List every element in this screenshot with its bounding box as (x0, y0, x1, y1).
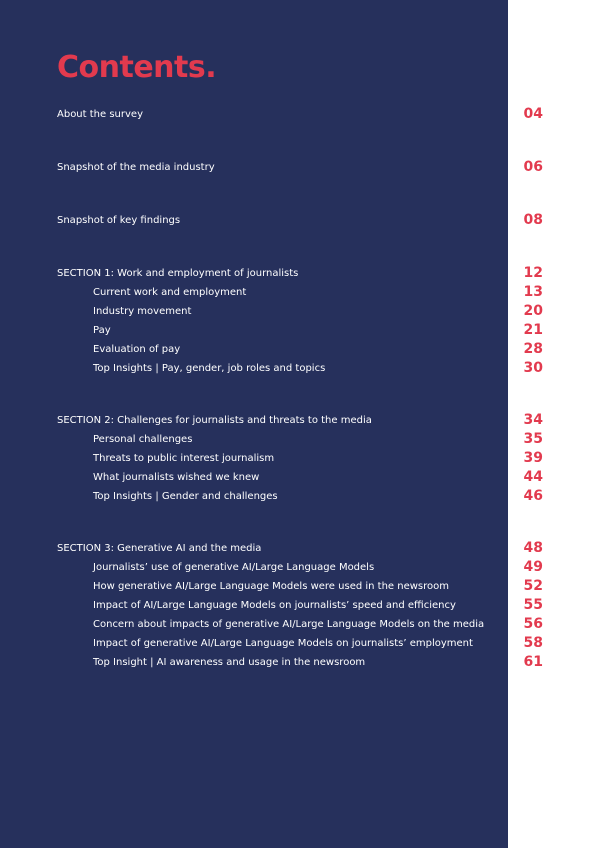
toc-page-number: 61 (523, 654, 543, 670)
toc-subentry-label: What journalists wished we knew (93, 472, 260, 483)
toc-page-number: 48 (523, 540, 543, 556)
toc-page-number: 35 (523, 431, 543, 447)
toc-section-3[interactable] (57, 540, 543, 558)
toc-page-number: 56 (523, 616, 543, 632)
toc-page-number: 20 (523, 303, 543, 319)
toc-subentry-label: Impact of generative AI/Large Language Models on journalists’ employment (93, 638, 473, 649)
toc-entry-label: About the survey (57, 109, 143, 120)
toc-subentry-label: Journalists’ use of generative AI/Large Language Models (93, 562, 375, 573)
toc-subentry[interactable] (57, 341, 543, 359)
toc-page-number: 55 (523, 597, 543, 613)
toc-page-number: 52 (523, 578, 543, 594)
toc-subentry[interactable] (57, 450, 543, 468)
toc-entry-about-survey[interactable] (57, 106, 543, 124)
toc-subentry-label: Concern about impacts of generative AI/Large Language Models on the media (93, 619, 485, 630)
toc-section-2[interactable] (57, 412, 543, 430)
toc-page-number: 49 (523, 559, 543, 575)
toc-subentry[interactable] (57, 488, 543, 506)
page-title: Contents. (57, 50, 217, 85)
toc-subentry-label: Pay (93, 325, 111, 336)
toc-page-number: 12 (523, 265, 543, 281)
toc-subentry-label: Threats to public interest journalism (93, 453, 275, 464)
toc-section-label: SECTION 3: Generative AI and the media (57, 543, 262, 554)
toc-subentry-label: Current work and employment (93, 287, 247, 298)
toc-subentry-label: Top Insights | Pay, gender, job roles and topics (93, 363, 326, 374)
toc-page-number: 04 (523, 106, 543, 122)
toc-subentry-label: Personal challenges (93, 434, 193, 445)
toc-page-number: 46 (523, 488, 543, 504)
toc-subentry[interactable] (57, 431, 543, 449)
toc-subentry[interactable] (57, 469, 543, 487)
toc-entry-label: Snapshot of key findings (57, 215, 181, 226)
toc-entry-media-snapshot[interactable] (57, 159, 543, 177)
toc-subentry-label: Industry movement (93, 306, 192, 317)
toc-subentry[interactable] (57, 616, 543, 634)
toc-page-number: 30 (523, 360, 543, 376)
toc-subentry-label: Impact of AI/Large Language Models on journalists’ speed and efficiency (93, 600, 456, 611)
toc-page-number: 58 (523, 635, 543, 651)
toc-subentry[interactable] (57, 303, 543, 321)
toc-section-label: SECTION 2: Challenges for journalists and threats to the media (57, 415, 372, 426)
toc-subentry-label: Evaluation of pay (93, 344, 181, 355)
toc-page-number: 08 (523, 212, 543, 228)
toc-subentry[interactable] (57, 654, 543, 672)
toc-page-number: 06 (523, 159, 543, 175)
toc-subentry[interactable] (57, 559, 543, 577)
toc-subentry[interactable] (57, 360, 543, 378)
toc-subentry[interactable] (57, 578, 543, 596)
toc-page-number: 21 (523, 322, 543, 338)
toc-subentry[interactable] (57, 635, 543, 653)
toc-subentry[interactable] (57, 322, 543, 340)
toc-page-number: 39 (523, 450, 543, 466)
toc-subentry-label: Top Insights | Gender and challenges (93, 491, 278, 502)
toc-page-number: 44 (523, 469, 543, 485)
toc-subentry-label: How generative AI/Large Language Models were used in the newsroom (93, 581, 450, 592)
toc-entry-key-findings[interactable] (57, 212, 543, 230)
toc-section-1[interactable] (57, 265, 543, 283)
toc-subentry[interactable] (57, 284, 543, 302)
toc-entry-label: Snapshot of the media industry (57, 162, 215, 173)
toc-subentry-label: Top Insight | AI awareness and usage in the newsroom (93, 657, 366, 668)
toc-page-number: 13 (523, 284, 543, 300)
toc-subentry[interactable] (57, 597, 543, 615)
toc-page-number: 28 (523, 341, 543, 357)
toc-section-label: SECTION 1: Work and employment of journalists (57, 268, 299, 279)
toc-page-number: 34 (523, 412, 543, 428)
